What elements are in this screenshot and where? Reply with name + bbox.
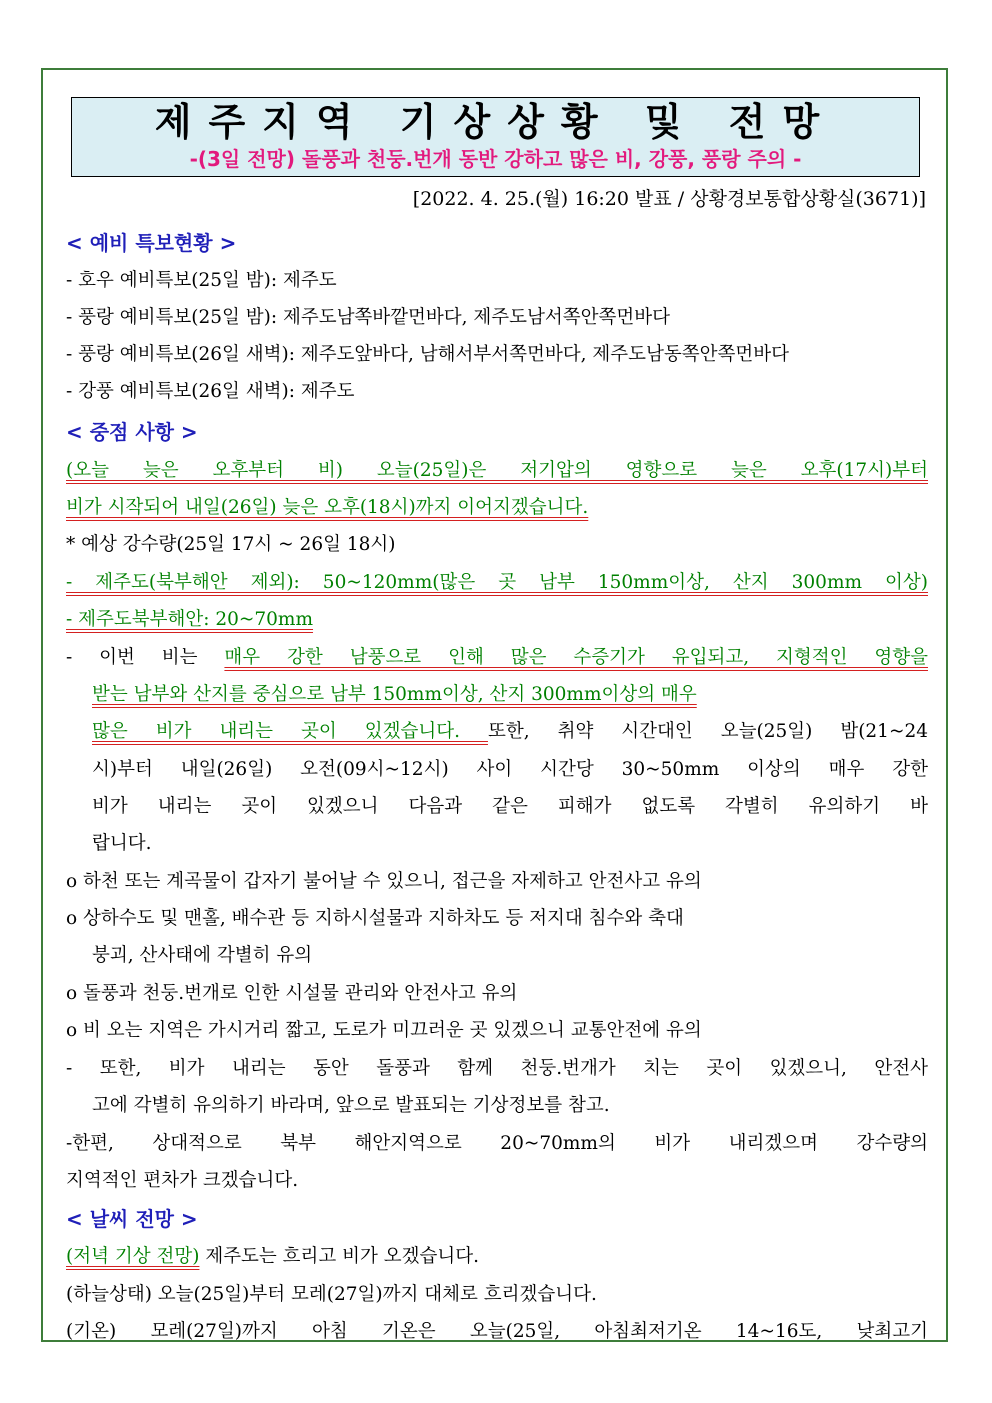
title-box <box>71 97 920 177</box>
forecast-temperature: (기온) 모레(27일)까지 아침 기온은 오늘(25일, 아침최저기온 14~16도, 낮최고기 <box>66 1321 928 1342</box>
warning-item: - 풍랑 예비특보(26일 새벽): 제주도앞바다, 남해서부서쪽먼바다, 제주도남동쪽안쪽먼바다 <box>66 344 789 365</box>
focus-paragraph <box>66 458 928 484</box>
bullet-highlight: 매우 강한 남풍으로 인해 많은 수증기가 유입되고, 지형적인 영향을 <box>224 647 928 668</box>
rain-highlight: - 제주도북부해안: 20~70mm <box>66 609 314 630</box>
section-heading-warnings: < 예비 특보현황 > <box>66 231 237 255</box>
focus-bullet-cont: 고에 각별히 유의하기 바라며, 앞으로 발표되는 기상정보를 참고. <box>92 1095 610 1116</box>
caution-item: o 상하수도 및 맨홀, 배수관 등 지하시설물과 지하차도 등 저지대 침수와 축대 <box>66 908 684 929</box>
section-heading-forecast: < 날씨 전망 > <box>66 1207 198 1231</box>
focus-bullet-cont: 랍니다. <box>92 833 152 854</box>
focus-bullet-cont: 비가 내리는 곳이 있겠으니 다음과 같은 피해가 없도록 각별히 유의하기 바 <box>92 796 928 817</box>
forecast-label: (저녁 기상 전망) <box>66 1246 200 1267</box>
warning-item: - 호우 예비특보(25일 밤): 제주도 <box>66 270 337 291</box>
focus-bullet: - 또한, 비가 내리는 동안 돌풍과 함께 천둥.번개가 치는 곳이 있겠으니, 안전사 <box>66 1058 928 1079</box>
page-title: 제주지역 기상상황 및 전망 <box>154 100 837 144</box>
caution-item: o 하천 또는 계곡물이 갑자기 불어날 수 있으니, 접근을 자제하고 안전사고 유의 <box>66 871 702 892</box>
bullet-highlight: 많은 비가 내리는 곳이 있겠습니다. <box>92 721 488 742</box>
focus-highlight: 비가 시작되어 내일(26일) 늦은 오후(18시)까지 이어지겠습니다. <box>66 497 589 518</box>
page-subtitle: -(3일 전망) 돌풍과 천둥.번개 동반 강하고 많은 비, 강풍, 풍랑 주의 - <box>189 147 802 171</box>
warning-item: - 강풍 예비특보(26일 새벽): 제주도 <box>66 381 355 402</box>
rain-forecast-item <box>66 570 928 596</box>
section-heading-focus: < 중점 사항 > <box>66 420 198 444</box>
bullet-highlight: 받는 남부와 산지를 중심으로 남부 150mm이상, 산지 300mm이상의 매우 <box>92 684 697 705</box>
focus-highlight: (오늘 늦은 오후부터 비) 오늘(25일)은 저기압의 영향으로 늦은 오후(17시)부터 <box>66 460 928 481</box>
forecast-sky: (하늘상태) 오늘(25일)부터 모레(27일)까지 대체로 흐리겠습니다. <box>66 1284 597 1305</box>
rain-forecast-item <box>66 607 928 633</box>
issue-info: [2022. 4. 25.(월) 16:20 발표 / 상황경보통합상황실(3671)] <box>412 188 926 210</box>
focus-bullet-cont: 시)부터 내일(26일) 오전(09시~12시) 사이 시간당 30~50mm 이상의 매우 강한 <box>92 759 928 780</box>
focus-bullet: - 이번 비는 매우 강한 남풍으로 인해 많은 수증기가 유입되고, 지형적인 영향을 <box>66 647 928 668</box>
focus-bullet-cont: 많은 비가 내리는 곳이 있겠습니다. 또한, 취약 시간대인 오늘(25일) 밤(21~24 <box>92 721 928 742</box>
focus-paragraph <box>66 495 928 521</box>
caution-item-cont: 붕괴, 산사태에 각별히 유의 <box>92 945 313 966</box>
rain-forecast-heading: * 예상 강수량(25일 17시 ~ 26일 18시) <box>66 534 396 555</box>
focus-bullet-cont: 지역적인 편차가 크겠습니다. <box>66 1170 299 1191</box>
focus-bullet: -한편, 상대적으로 북부 해안지역으로 20~70mm의 비가 내리겠으며 강수량의 <box>66 1133 928 1154</box>
caution-item: o 돌풍과 천둥.번개로 인한 시설물 관리와 안전사고 유의 <box>66 983 518 1004</box>
rain-highlight: - 제주도(북부해안 제외): 50~120mm(많은 곳 남부 150mm이상, 산지 300mm 이상) <box>66 572 928 593</box>
focus-bullet-cont <box>92 682 928 708</box>
warning-item: - 풍랑 예비특보(25일 밤): 제주도남쪽바깥먼바다, 제주도남서쪽안쪽먼바다 <box>66 307 671 328</box>
forecast-evening: (저녁 기상 전망) 제주도는 흐리고 비가 오겠습니다. <box>66 1246 480 1267</box>
caution-item: o 비 오는 지역은 가시거리 짧고, 도로가 미끄러운 곳 있겠으니 교통안전에 유의 <box>66 1020 702 1041</box>
